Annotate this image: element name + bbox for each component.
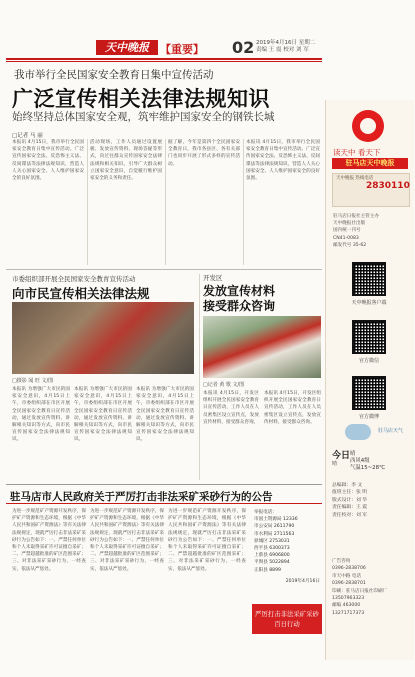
section-divider [6,269,322,270]
info-line: CN41-0083 [333,235,359,241]
masthead-logo: 天中晚报 [96,40,158,55]
column-divider [165,139,166,265]
masthead-rule [6,58,322,60]
lead-body-col-3: 据了解，今年是第四个全民国家安全教育日，我市各县区、各有关部门也同步开展了形式多样的宣传活动。 [168,140,240,167]
lead-body-col-2: 活动现场，工作人员通过设置展板、发放宣传资料、现场答疑等形式，向过往群众宣传国家安全法律法规和相关知识，引导广大群众树立国家安全意识，自觉履行维护国家安全的义务和责任。 [90,140,162,182]
publication-info [333,213,407,249]
weather-today-sub: 晴 [332,461,338,467]
hotline-item: 西平县 6300373 [254,546,290,552]
lead-headline: 广泛宣传相关法律法规知识 [12,87,270,111]
hotline-ad-title: 天中晚报 热线电话 [336,176,374,181]
hotline-item: 市国土资源局 12336 [254,517,298,523]
weather-title: 驻马店天气 [378,428,404,434]
weather-detail [350,451,410,472]
qr-label-wechat: 官方微信 [358,358,379,364]
notice-hotlines [254,509,320,585]
notice-rule-red [6,503,322,504]
lead-subhead: 始终坚持总体国家安全观，筑牢维护国家安全的钢铁长城 [12,111,275,123]
page-number: 02 [232,38,255,57]
contact-line: 市天中路 电话 [332,573,362,579]
weather-line: 西风4级 [350,458,370,464]
hotline-item: 市公安局 2611790 [254,524,295,530]
column-divider [199,274,200,480]
staff-line: 责任校对：刘 军 [332,512,368,518]
second-headline: 向市民宣传相关法律法规 [12,286,150,301]
side-kicker: 开发区 [203,274,223,282]
lead-body-col-1: 本报讯 4月15日，我市举行全民国家安全教育日集中宣传活动。广泛宣传国家安全法、反恐怖主义法、反间谍法等法律法规知识，营造人人关心国家安全、人人维护国家安全的良好氛围。 [12,140,84,182]
notice-body-col-1: 为进一步规范矿产资源开发秩序，保护矿产资源和生态环境，根据《中华人民共和国矿产资源法》等有关法律法规规定，现就严厉打击非法采矿采砂行为公告如下：一、严禁任何单位和个人未取得采矿许可证擅自采矿；二、严禁超越批准的矿区范围采矿；三、对非法采矿采砂行为，一经查实，依法从严惩处。 [12,509,86,572]
info-line: 国内统一刊号 [333,228,361,234]
qr-label-weibo: 官方微博 [358,414,379,420]
info-line: 驻马店日报社主管主办 [333,214,379,219]
qr-code-weibo-icon[interactable] [352,376,386,410]
column-divider [243,139,244,265]
hotline-ad-number: 2830110 [366,181,410,191]
slogan-line-2: 百日行动 [274,620,300,628]
weather-line: 晴 [350,451,356,457]
slogan-line-1: 严厉打击非法采矿采砂 [255,610,319,618]
second-kicker: 市委组织部开展全民国家安全教育宣传活动 [12,275,136,283]
sidebar-title: 读天中 看天下 [333,148,381,157]
side-headline-line-2: 接受群众咨询 [203,299,276,313]
staff-line: 总编辑：李 文 [332,483,363,488]
second-body-col-1: 本报讯 为增强广大市民的国家安全意识，4月15日上午，市委组织部在市区开展全民国家安全教育日宣传活动，通过发放宣传资料、讲解相关知识等方式，向市民宣传国家安全法律法规知识。 [12,387,70,443]
notice-title: 驻马店市人民政府关于严厉打击非法采矿采砂行为的公告 [10,491,273,503]
staff-list [332,482,406,519]
hotline-item: 正阳县 8899 [254,567,281,573]
contact-line: 邮编 463000 [332,603,361,609]
staff-line: 版式设计：刘 华 [332,497,368,503]
lead-kicker: 我市举行全民国家安全教育日集中宣传活动 [14,69,214,81]
second-story-photo [12,302,194,374]
hotline-item: 平舆县 5022894 [254,560,290,566]
side-story-photo [203,316,321,378]
second-body-col-3: 本报讯 为增强广大市民的国家安全意识，4月15日上午，市委组织部在市区开展全民国家安全教育日宣传活动，通过发放宣传资料、讲解相关知识等方式，向市民宣传国家安全法律法规知识。 [136,387,194,443]
side-caption: □记者 黄 歌 文/图 [203,382,245,388]
side-body-col-2: 本报讯 4月15日，开发区组织开展全民国家安全教育日宣传活动，工作人员在人员密集区设立宣传点，发放宣传材料，接受群众咨询。 [264,391,321,425]
staff-line: 值班主任：张 明 [332,490,368,496]
notice-body-col-3: 为进一步规范矿产资源开发秩序，保护矿产资源和生态环境，根据《中华人民共和国矿产资源法》等有关法律法规规定，现就严厉打击非法采矿采砂行为公告如下：一、严禁任何单位和个人未取得采矿许可证擅自采矿；二、严禁超越批准的矿区范围采矿；三、对非法采矿采砂行为，一经查实，依法从严惩处。 [168,509,246,572]
qr-label-app: 天中晚报客户端 [351,300,387,306]
qr-code-wechat-icon[interactable] [352,320,386,354]
contact-line: 13507963323 [332,596,365,602]
contact-line: 印刷：驻马店日报社印刷厂 [332,588,388,594]
info-line: 邮发代号 35-62 [333,242,367,248]
qr-code-app-icon[interactable] [352,262,386,296]
lead-byline: □记者 马 丽 [12,133,43,139]
issue-date: 2019年4月16日 星期二 [256,40,316,46]
second-caption: □摄影 闻 旺 文/图 [12,378,54,384]
sidebar-banner: 驻马店天中晚报 [332,158,408,169]
staff-line: 责任编辑：王 震 [332,505,368,511]
contact-line: 0396-2838706 [332,566,366,572]
section-tag: 【重要】 [160,43,204,56]
date-block [256,40,315,54]
lead-body-col-4: 本报讯 4月15日，我市举行全民国家安全教育日集中宣传活动。广泛宣传国家安全法、反恐怖主义法、反间谍法等法律法规知识，营造人人关心国家安全、人人维护国家安全的良好氛围。 [246,140,320,182]
campaign-slogan-box [252,604,322,634]
side-headline [203,284,275,314]
notice-rule [6,484,322,485]
page-editors: 责编 王 震 校对 刘 军 [256,47,309,53]
notice-body-col-2: 为进一步规范矿产资源开发秩序，保护矿产资源和生态环境，根据《中华人民共和国矿产资源法》等有关法律法规规定，现就严厉打击非法采矿采砂行为公告如下：一、严禁任何单位和个人未取得采矿许可证擅自采矿；二、严禁超越批准的矿区范围采矿；三、对非法采矿采砂行为，一经查实，依法从严惩处。 [90,509,164,572]
weather-today: 今日 [332,451,351,461]
second-body-col-2: 本报讯 为增强广大市民的国家安全意识，4月15日上午，市委组织部在市区开展全民国家安全教育日宣传活动，通过发放宣传资料、讲解相关知识等方式，向市民宣传国家安全法律法规知识。 [74,387,132,443]
side-headline-line-1: 发放宣传材料 [203,284,276,298]
hotline-title: 举报电话： [254,510,277,515]
notice-date: 2019年4月16日 [285,578,320,584]
hotline-item: 市水利局 2711563 [254,531,295,537]
column-divider [87,139,88,265]
hotline-item: 上蔡县 6906800 [254,553,290,559]
side-body-col-1: 本报讯 4月15日，开发区组织开展全民国家安全教育日宣传活动，工作人员在人员密集区设立宣传点，发放宣传材料，接受群众咨询。 [203,391,259,425]
paper-logo-inner [360,118,376,134]
contact-line: 0396-2838701 [332,581,366,587]
weather-line: 气温15~28℃ [350,465,386,471]
info-line: 天中晚报社出版 [333,221,366,227]
contact-line: 广告咨询 [332,559,351,564]
contact-line: 13271717373 [332,610,365,616]
masthead-rule-thin [6,61,322,62]
hotline-item: 驿城区 2753031 [254,538,290,544]
contact-list [332,558,408,617]
weather-cloud-icon [345,424,371,440]
